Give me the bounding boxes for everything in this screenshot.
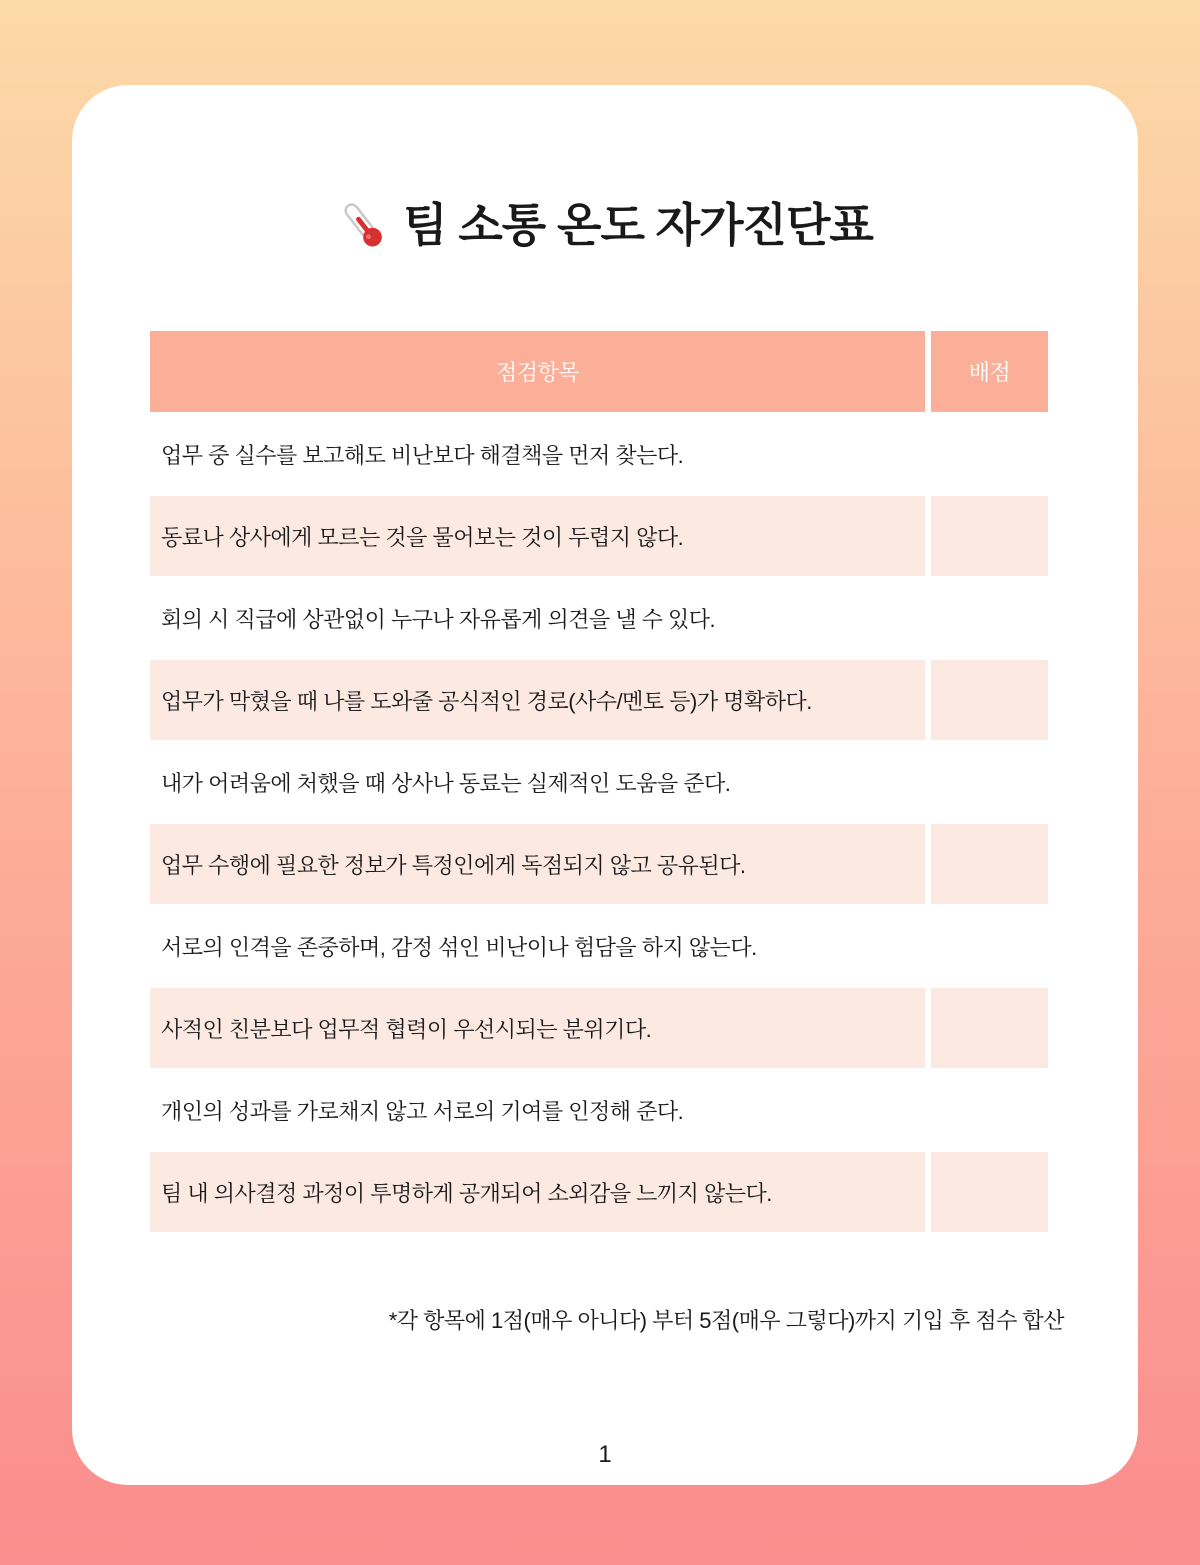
thermometer-icon [337,199,389,251]
score-cell[interactable] [931,496,1048,576]
score-cell[interactable] [931,1152,1048,1232]
item-cell: 사적인 친분보다 업무적 협력이 우선시되는 분위기다. [150,988,925,1068]
item-cell: 업무 중 실수를 보고해도 비난보다 해결책을 먼저 찾는다. [161,442,684,468]
checklist-table [150,331,1048,1232]
score-cell[interactable] [931,660,1048,740]
item-cell: 업무 수행에 필요한 정보가 특정인에게 독점되지 않고 공유된다. [150,824,925,904]
item-cell: 회의 시 직급에 상관없이 누구나 자유롭게 의견을 낼 수 있다. [161,606,716,632]
score-cell[interactable] [931,824,1048,904]
score-cell[interactable] [931,906,1048,986]
header-cell-score: 배점 [931,331,1048,412]
page-title: 팀 소통 온도 자가진단표 [403,199,873,251]
item-cell: 동료나 상사에게 모르는 것을 물어보는 것이 두렵지 않다. [150,496,925,576]
scoring-footnote: *각 항목에 1점(매우 아니다) 부터 5점(매우 그렇다)까지 기입 후 점수 합산 [388,1308,1064,1333]
item-cell: 서로의 인격을 존중하며, 감정 섞인 비난이나 험담을 하지 않는다. [161,934,757,960]
header-cell-items: 점검항목 [150,331,925,412]
page-number: 1 [598,1441,612,1468]
document-card [72,85,1138,1485]
score-cell[interactable] [931,742,1048,822]
item-cell: 내가 어려움에 처했을 때 상사나 동료는 실제적인 도움을 준다. [161,770,731,796]
item-cell: 업무가 막혔을 때 나를 도와줄 공식적인 경로(사수/멘토 등)가 명확하다. [150,660,925,740]
score-cell[interactable] [931,414,1048,494]
score-cell[interactable] [931,578,1048,658]
title-row [72,85,1138,253]
item-cell: 팀 내 의사결정 과정이 투명하게 공개되어 소외감을 느끼지 않는다. [150,1152,925,1232]
score-cell[interactable] [931,988,1048,1068]
item-cell: 개인의 성과를 가로채지 않고 서로의 기여를 인정해 준다. [161,1098,684,1124]
score-cell[interactable] [931,1070,1048,1150]
